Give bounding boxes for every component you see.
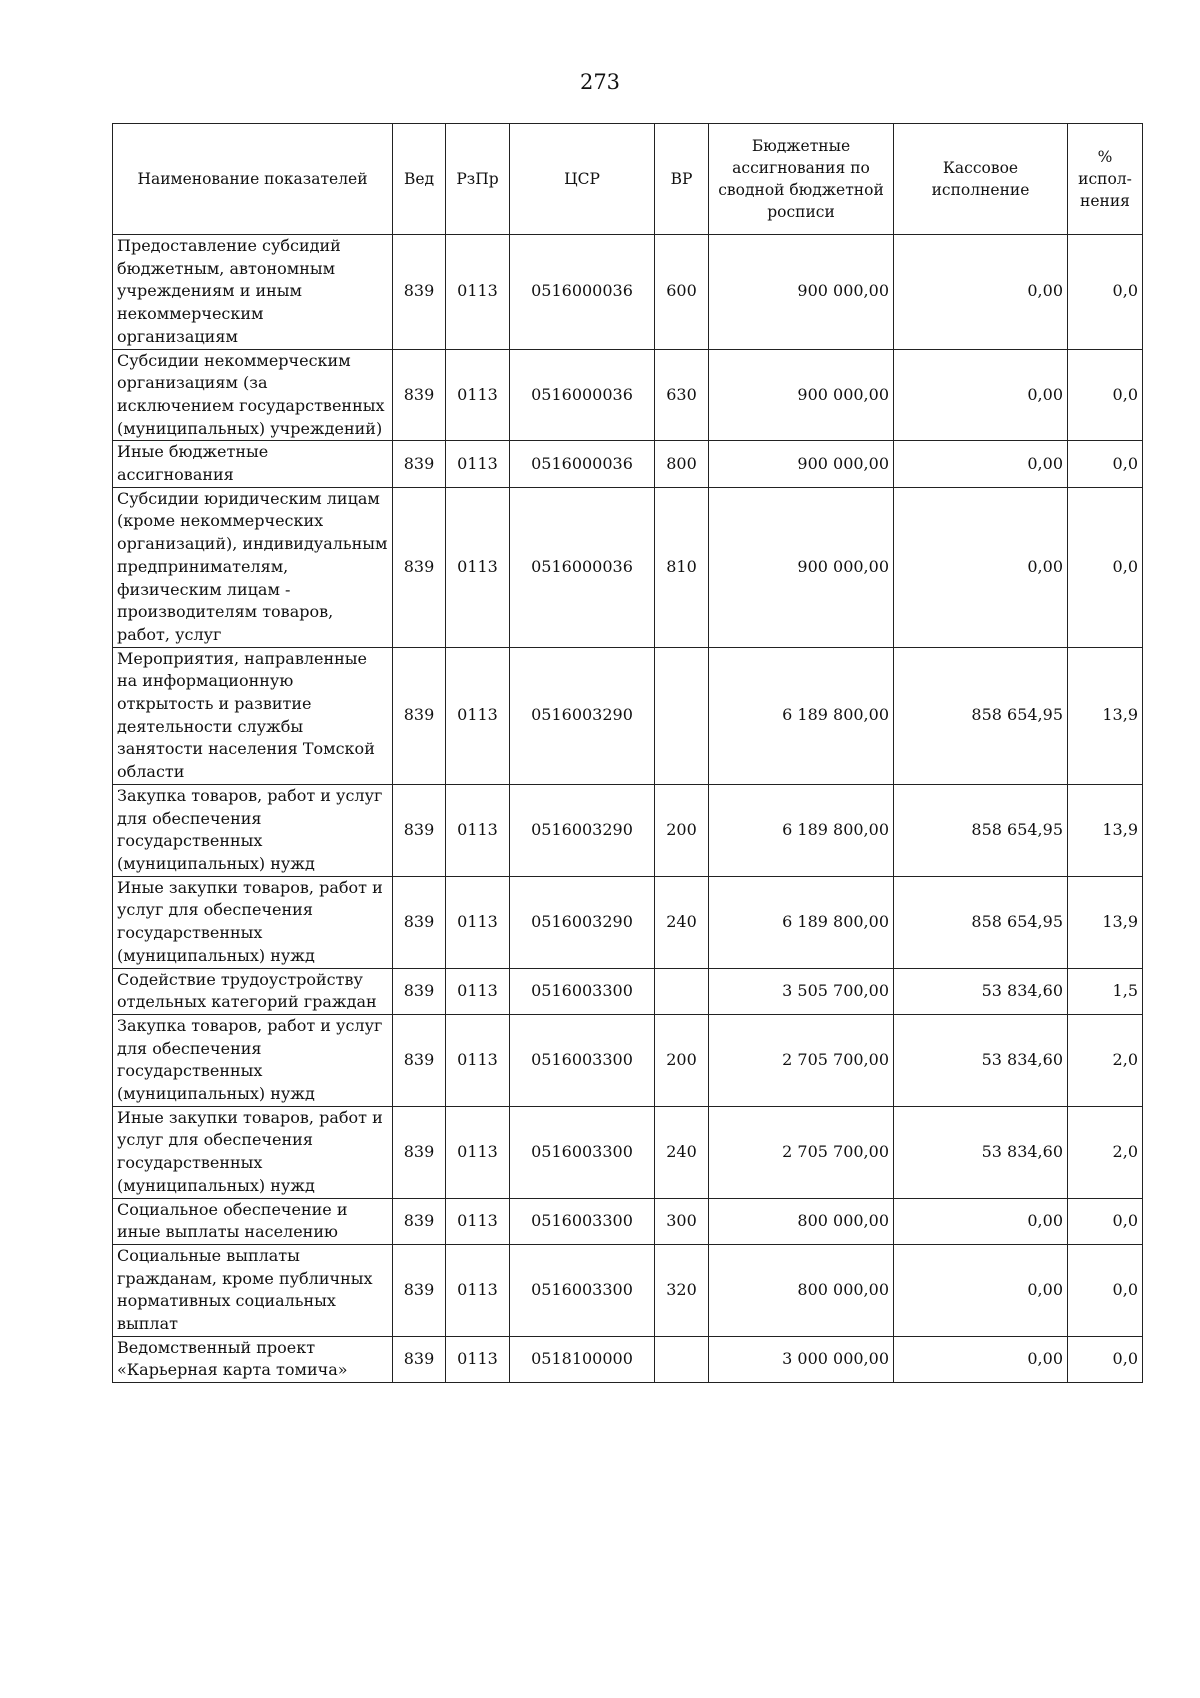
cell-rzpr: 0113 <box>446 968 510 1014</box>
cell-ved: 839 <box>393 647 446 784</box>
cell-ved: 839 <box>393 235 446 350</box>
cell-rzpr: 0113 <box>446 784 510 876</box>
cell-ved: 839 <box>393 487 446 647</box>
cell-rzpr: 0113 <box>446 876 510 968</box>
cell-ved: 839 <box>393 1336 446 1382</box>
cell-budget: 900 000,00 <box>709 235 894 350</box>
table-body <box>113 235 1143 1383</box>
cell-ved: 839 <box>393 1014 446 1106</box>
table-row <box>113 235 1143 350</box>
cell-vr: 630 <box>655 349 709 441</box>
cell-cash: 0,00 <box>894 487 1068 647</box>
cell-budget: 800 000,00 <box>709 1244 894 1336</box>
cell-rzpr: 0113 <box>446 349 510 441</box>
header-name: Наименование показателей <box>113 124 393 235</box>
cell-csr: 0516003290 <box>510 876 655 968</box>
cell-budget: 3 000 000,00 <box>709 1336 894 1382</box>
cell-name: Ведомственный проект «Карьерная карта томича» <box>113 1336 393 1382</box>
cell-ved: 839 <box>393 1198 446 1244</box>
cell-vr <box>655 1336 709 1382</box>
cell-rzpr: 0113 <box>446 441 510 487</box>
cell-name: Иные бюджетные ассигнования <box>113 441 393 487</box>
cell-vr: 200 <box>655 1014 709 1106</box>
cell-ved: 839 <box>393 441 446 487</box>
cell-name: Содействие трудоустройству отдельных категорий граждан <box>113 968 393 1014</box>
cell-cash: 858 654,95 <box>894 784 1068 876</box>
cell-cash: 858 654,95 <box>894 876 1068 968</box>
cell-csr: 0516003300 <box>510 1244 655 1336</box>
cell-ved: 839 <box>393 1244 446 1336</box>
cell-percent: 13,9 <box>1068 647 1143 784</box>
cell-cash: 858 654,95 <box>894 647 1068 784</box>
cell-name: Социальные выплаты гражданам, кроме публичных нормативных социальных выплат <box>113 1244 393 1336</box>
cell-percent: 13,9 <box>1068 876 1143 968</box>
cell-percent: 0,0 <box>1068 235 1143 350</box>
header-rzpr: РзПр <box>446 124 510 235</box>
cell-vr: 240 <box>655 1106 709 1198</box>
cell-csr: 0516000036 <box>510 441 655 487</box>
cell-percent: 0,0 <box>1068 441 1143 487</box>
header-budget: Бюджетные ассигнования по сводной бюджетной росписи <box>709 124 894 235</box>
cell-budget: 2 705 700,00 <box>709 1106 894 1198</box>
cell-rzpr: 0113 <box>446 1336 510 1382</box>
cell-name: Предоставление субсидий бюджетным, автономным учреждениям и иным некоммерческим организациям <box>113 235 393 350</box>
cell-csr: 0516000036 <box>510 235 655 350</box>
cell-cash: 53 834,60 <box>894 1106 1068 1198</box>
table-row <box>113 784 1143 876</box>
cell-budget: 900 000,00 <box>709 349 894 441</box>
cell-name: Социальное обеспечение и иные выплаты населению <box>113 1198 393 1244</box>
cell-ved: 839 <box>393 1106 446 1198</box>
header-percent: % испол-нения <box>1068 124 1143 235</box>
header-cash: Кассовое исполнение <box>894 124 1068 235</box>
cell-vr: 800 <box>655 441 709 487</box>
cell-percent: 2,0 <box>1068 1014 1143 1106</box>
cell-csr: 0516003300 <box>510 968 655 1014</box>
cell-csr: 0518100000 <box>510 1336 655 1382</box>
header-csr: ЦСР <box>510 124 655 235</box>
table-row <box>113 1336 1143 1382</box>
cell-name: Иные закупки товаров, работ и услуг для обеспечения государственных (муниципальных) нужд <box>113 876 393 968</box>
table-row <box>113 1106 1143 1198</box>
cell-vr: 300 <box>655 1198 709 1244</box>
cell-budget: 3 505 700,00 <box>709 968 894 1014</box>
budget-table <box>112 123 1143 1383</box>
cell-vr: 600 <box>655 235 709 350</box>
table-row <box>113 1244 1143 1336</box>
cell-csr: 0516000036 <box>510 487 655 647</box>
cell-cash: 0,00 <box>894 1244 1068 1336</box>
cell-budget: 6 189 800,00 <box>709 784 894 876</box>
cell-budget: 6 189 800,00 <box>709 876 894 968</box>
cell-percent: 2,0 <box>1068 1106 1143 1198</box>
table-row <box>113 487 1143 647</box>
cell-percent: 0,0 <box>1068 1244 1143 1336</box>
cell-name: Закупка товаров, работ и услуг для обеспечения государственных (муниципальных) нужд <box>113 784 393 876</box>
header-vr: ВР <box>655 124 709 235</box>
cell-name: Закупка товаров, работ и услуг для обеспечения государственных (муниципальных) нужд <box>113 1014 393 1106</box>
cell-csr: 0516003300 <box>510 1198 655 1244</box>
cell-vr <box>655 968 709 1014</box>
cell-budget: 6 189 800,00 <box>709 647 894 784</box>
cell-rzpr: 0113 <box>446 1106 510 1198</box>
cell-rzpr: 0113 <box>446 1244 510 1336</box>
cell-percent: 0,0 <box>1068 1198 1143 1244</box>
cell-vr <box>655 647 709 784</box>
cell-name: Иные закупки товаров, работ и услуг для обеспечения государственных (муниципальных) нужд <box>113 1106 393 1198</box>
table-row <box>113 968 1143 1014</box>
cell-csr: 0516003290 <box>510 784 655 876</box>
cell-percent: 1,5 <box>1068 968 1143 1014</box>
table-row <box>113 876 1143 968</box>
cell-rzpr: 0113 <box>446 1014 510 1106</box>
cell-percent: 0,0 <box>1068 349 1143 441</box>
cell-cash: 0,00 <box>894 349 1068 441</box>
header-ved: Вед <box>393 124 446 235</box>
cell-csr: 0516003300 <box>510 1014 655 1106</box>
cell-percent: 0,0 <box>1068 1336 1143 1382</box>
cell-budget: 800 000,00 <box>709 1198 894 1244</box>
page-number: 273 <box>579 70 621 94</box>
cell-budget: 2 705 700,00 <box>709 1014 894 1106</box>
cell-rzpr: 0113 <box>446 487 510 647</box>
table-row <box>113 1014 1143 1106</box>
cell-cash: 0,00 <box>894 235 1068 350</box>
cell-cash: 53 834,60 <box>894 1014 1068 1106</box>
cell-ved: 839 <box>393 784 446 876</box>
cell-percent: 13,9 <box>1068 784 1143 876</box>
table-row <box>113 1198 1143 1244</box>
cell-csr: 0516000036 <box>510 349 655 441</box>
cell-cash: 0,00 <box>894 1198 1068 1244</box>
cell-csr: 0516003300 <box>510 1106 655 1198</box>
cell-rzpr: 0113 <box>446 235 510 350</box>
cell-rzpr: 0113 <box>446 1198 510 1244</box>
cell-name: Мероприятия, направленные на информационную открытость и развитие деятельности службы занятости населения Томской области <box>113 647 393 784</box>
cell-ved: 839 <box>393 349 446 441</box>
cell-csr: 0516003290 <box>510 647 655 784</box>
cell-rzpr: 0113 <box>446 647 510 784</box>
table-header <box>113 124 1143 235</box>
header-row <box>113 124 1143 235</box>
cell-budget: 900 000,00 <box>709 487 894 647</box>
cell-vr: 200 <box>655 784 709 876</box>
cell-vr: 810 <box>655 487 709 647</box>
cell-cash: 0,00 <box>894 441 1068 487</box>
table-row <box>113 441 1143 487</box>
cell-cash: 53 834,60 <box>894 968 1068 1014</box>
cell-vr: 320 <box>655 1244 709 1336</box>
cell-ved: 839 <box>393 876 446 968</box>
cell-budget: 900 000,00 <box>709 441 894 487</box>
cell-name: Субсидии юридическим лицам (кроме некоммерческих организаций), индивидуальным предпринимателям, физическим лицам - производителям товаров, работ, услуг <box>113 487 393 647</box>
cell-name: Субсидии некоммерческим организациям (за исключением государственных (муниципальных) учреждений) <box>113 349 393 441</box>
table-row <box>113 647 1143 784</box>
cell-vr: 240 <box>655 876 709 968</box>
cell-percent: 0,0 <box>1068 487 1143 647</box>
cell-cash: 0,00 <box>894 1336 1068 1382</box>
table-row <box>113 349 1143 441</box>
cell-ved: 839 <box>393 968 446 1014</box>
